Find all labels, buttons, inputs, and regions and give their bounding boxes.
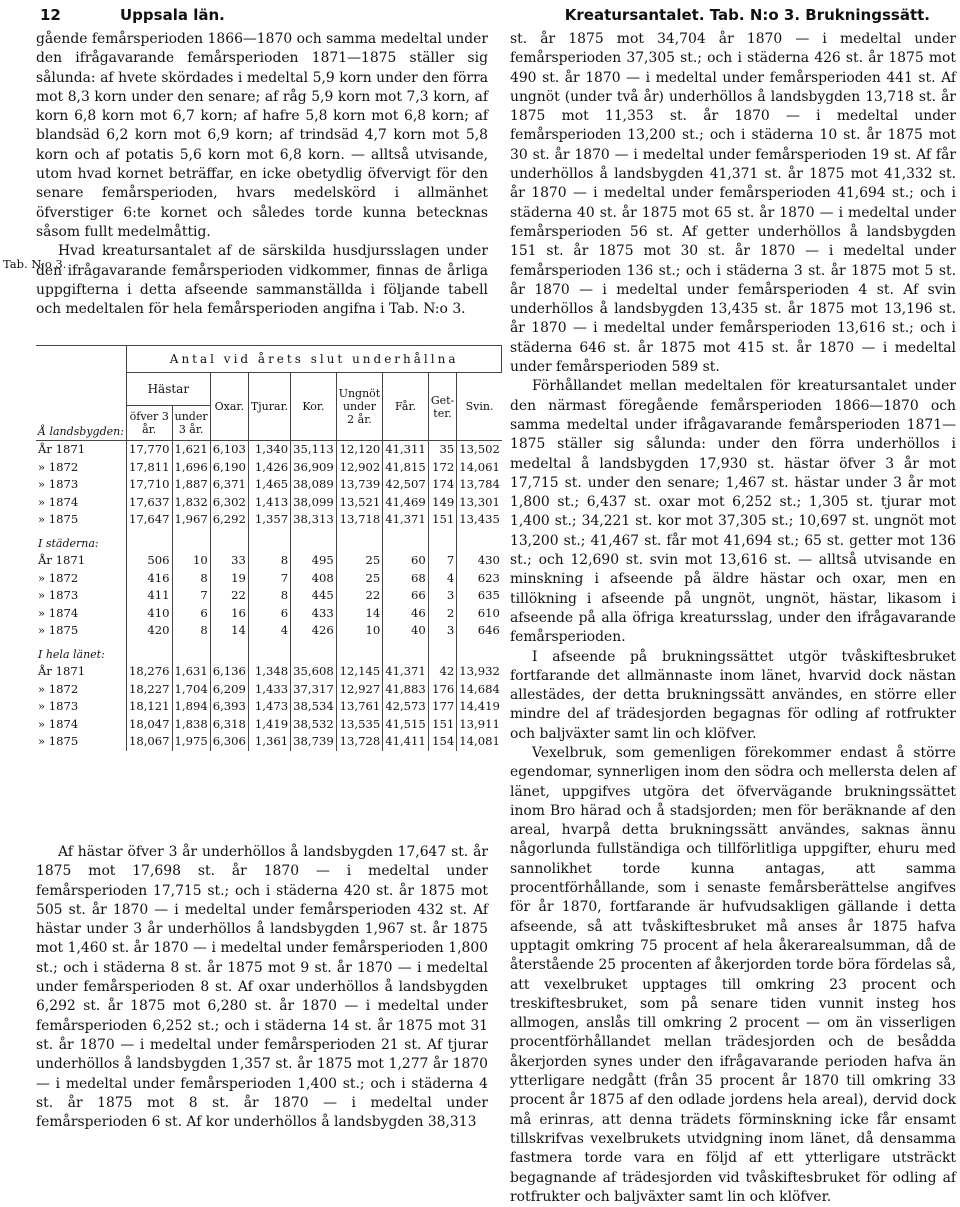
table-cell: 40 [383,622,429,640]
table-cell: 1,348 [248,663,290,681]
left-lower-column [36,843,488,1132]
table-cell: 12,902 [336,459,383,477]
table-row [36,663,502,681]
table-cell: 1,340 [248,441,290,459]
table-cell: 1,894 [172,698,210,716]
table-cell: 41,515 [383,716,429,734]
table-cell: 60 [383,552,429,570]
table-cell: 172 [428,459,456,477]
livestock-table [36,345,502,751]
table-cell: 3 [428,587,456,605]
table-cell: 177 [428,698,456,716]
table-cell: 38,313 [291,511,337,529]
table-cell: 1,696 [172,459,210,477]
table-row [36,605,502,623]
left-intro-column [36,30,488,319]
table-cell: 495 [291,552,337,570]
table-cell: 33 [210,552,248,570]
table-cell: 46 [383,605,429,623]
table-cell: 37,317 [291,681,337,699]
col-kor: Kor. [291,373,337,441]
table-cell: 12,120 [336,441,383,459]
table-margin-label: Tab. N:o 3. [3,257,67,271]
table-cell: 7 [172,587,210,605]
table-cell: 17,710 [126,476,172,494]
table-cell: 41,469 [383,494,429,512]
table-cell: 506 [126,552,172,570]
table-cell: 12,927 [336,681,383,699]
table-cell: 13,502 [459,442,500,456]
table-cell: 25 [336,552,383,570]
table-cell: 1,357 [248,511,290,529]
row-year: År 1871 [36,663,126,681]
table-cell: 17,647 [126,511,172,529]
table-cell: 13,932 [459,664,500,678]
table-row [36,622,502,640]
section-towns [36,552,502,640]
row-year: » 1873 [36,476,126,494]
table-cell: 14,061 [459,459,500,474]
table-cell: 8 [172,570,210,588]
table-cell: 6,306 [210,733,248,751]
table-cell: 6 [172,605,210,623]
table-cell: 17,637 [126,494,172,512]
col-svin: Svin. [457,373,502,441]
table-cell: 10 [336,622,383,640]
table-cell: 66 [383,587,429,605]
table-cell: 42,507 [383,476,429,494]
row-year: » 1874 [36,716,126,734]
right-paragraph-2: Förhållandet mellan medeltalen för kreatursantalet under den närmast föregående femårsperioden 1866—1870 och samma medeltal under ifrågavarande femårsperioden 1871—1875 ställer sig sålunda: under den förra underhöllos i medeltal å landsbygden 17,930 st. hästar öfver 3 år mot 17,715 st. under den senare; 1,467 st. hästar under 3 år mot 1,800 st.; 6,437 st. oxar mot 6,252 st.; 1,305 st. tjurar mot 1,400 st.; 34,221 st. kor mot 37,305 st.; 10,697 st. ungnöt mot 13,200 st.; 41,467 st. får mot 41,694 st.; 65 st. getter mot 136 st.; och 12,690 st. svin mot 13,616 st. — alltså utvisande en minskning i afseende på äldre hästar och oxar, men en tillökning i afseende på ungnöt, ungnöt, hästar, likasom i afseende på alla öfriga kreatursslag, under den ifrågavarande femårsperioden. [510,378,956,646]
table-cell: 176 [428,681,456,699]
row-year: » 1872 [36,681,126,699]
section-label-towns: I städerna: [36,529,126,553]
table-cell: 13,728 [336,733,383,751]
left-after-table-paragraph: Af hästar öfver 3 år underhöllos å landsbygden 17,647 st. år 1875 mot 17,698 st. år 1870 — i medeltal under femårsperioden 17,715 st.; och i städerna 420 st. år 1875 mot 505 st. år 1870 — i medeltal under femårsperioden 432 st. Af hästar under 3 år underhöllos å landsbygden 1,967 st. år 1875 mot 1,460 st. år 1870 — i medeltal under femårsperioden 1,800 st.; och i städerna 8 st. år 1875 mot 9 st. år 1870 — i medeltal under femårsperioden 8 st. Af oxar underhöllos å landsbygden 6,292 st. år 1875 mot 6,280 st. år 1870 — i medeltal under femårsperioden 6,252 st.; och i städerna 14 st. år 1875 mot 31 st. år 1870 — i medeltal under femårsperioden 21 st. Af tjurar underhöllos å landsbygden 1,357 st. år 1875 mot 1,277 år 1870 — i medeltal under femårsperioden 1,400 st.; och i städerna 4 st. år 1875 mot 8 st. år 1870 — i medeltal under femårsperioden 6 st. Af kor underhöllos å landsbygden 38,313 [36,844,488,1131]
table-cell: 42 [428,663,456,681]
col-ungnot: Ungnöt under 2 år. [336,373,383,441]
table-cell: 12,145 [336,663,383,681]
table-cell: 14 [210,622,248,640]
table-cell: 6,136 [210,663,248,681]
left-paragraph-2: Hvad kreatursantalet af de särskilda husdjursslagen under den ifrågavarande femårsperioden vidkommer, finnas de årliga uppgifterna i detta afseende sammanställda i följande tabell och medeltalen för hela femårsperioden angifna i Tab. N:o 3. [36,243,488,318]
table-row [36,511,502,529]
table-cell: 13,761 [336,698,383,716]
table-cell: 1,473 [248,698,290,716]
table-cell: 635 [477,588,500,602]
table-cell: 35,113 [291,441,337,459]
right-column [510,30,956,1207]
right-paragraph-3: I afseende på brukningssättet utgör tvåskiftesbruket fortfarande det allmännaste inom länet, hvarvid dock nästan allestädes, der detta brukningssätt användes, en större eller mindre del af trädesjorden begagnas för odling af rotfrukter och baljväxter samt lin och klöfver. [510,648,956,742]
row-year: » 1875 [36,622,126,640]
table-cell: 1,361 [248,733,290,751]
table-cell: 13,784 [459,477,500,491]
table-cell: 420 [126,622,172,640]
col-tjurar: Tjurar. [248,373,290,441]
table-row [36,459,502,477]
page-number: 12 [40,6,61,24]
table-cell: 445 [291,587,337,605]
table-cell: 6,302 [210,494,248,512]
left-running-title: Uppsala län. [120,6,225,24]
table-cell: 154 [428,733,456,751]
table-cell: 1,704 [172,681,210,699]
table-cell: 14 [336,605,383,623]
table-cell: 8 [248,552,290,570]
table-cell: 8 [172,622,210,640]
table-cell: 25 [336,570,383,588]
table-cell: 4 [428,570,456,588]
table-cell: 18,121 [126,698,172,716]
table-row [36,570,502,588]
table-cell: 17,770 [126,441,172,459]
section-whole-county [36,663,502,751]
table-cell: 623 [477,570,500,585]
table-cell: 6,318 [210,716,248,734]
row-year: År 1871 [36,552,126,570]
table-row [36,587,502,605]
table-cell: 13,535 [336,716,383,734]
table-cell: 68 [383,570,429,588]
table-cell: 14,684 [459,681,500,696]
table-cell: 18,047 [126,716,172,734]
row-year: » 1872 [36,570,126,588]
row-year: » 1873 [36,587,126,605]
table-cell: 18,067 [126,733,172,751]
table-cell: 41,371 [383,511,429,529]
table-row [36,716,502,734]
table-cell: 3 [428,622,456,640]
table-cell: 41,883 [383,681,429,699]
table-cell: 426 [291,622,337,640]
table-cell: 410 [126,605,172,623]
table-cell: 416 [126,570,172,588]
col-oxar: Oxar. [210,373,248,441]
table-cell: 6,393 [210,698,248,716]
table-cell: 36,909 [291,459,337,477]
table-cell: 38,099 [291,494,337,512]
table-cell: 433 [291,605,337,623]
table-cell: 35 [428,441,456,459]
table-cell: 1,465 [248,476,290,494]
table-cell: 1,887 [172,476,210,494]
table-title: Antal vid årets slut underhållna [126,346,501,373]
table-cell: 1,631 [172,663,210,681]
table-cell: 38,534 [291,698,337,716]
table-cell: 13,301 [459,494,500,509]
table-cell: 1,426 [248,459,290,477]
section-countryside [36,441,502,529]
table-cell: 42,573 [383,698,429,716]
table-row [36,494,502,512]
table-cell: 6,371 [210,476,248,494]
table-cell: 2 [428,605,456,623]
table-cell: 8 [248,587,290,605]
table-cell: 13,911 [459,716,500,731]
table-cell: 1,621 [172,441,210,459]
col-hastar-ofver: öfver 3 år. [126,406,172,441]
table-cell: 6,190 [210,459,248,477]
table-cell: 41,311 [383,441,429,459]
row-year: » 1873 [36,698,126,716]
table-cell: 13,521 [336,494,383,512]
table-cell: 41,371 [383,663,429,681]
table-cell: 408 [291,570,337,588]
col-group-hastar: Hästar [126,373,210,406]
table-row [36,552,502,570]
row-year: » 1875 [36,511,126,529]
table-cell: 1,967 [172,511,210,529]
table-row [36,733,502,751]
table-cell: 38,089 [291,476,337,494]
table-cell: 18,276 [126,663,172,681]
running-header [0,6,960,26]
table-cell: 14,081 [459,734,500,748]
table-cell: 151 [428,511,456,529]
table-cell: 14,419 [459,699,500,713]
col-far: Får. [383,373,429,441]
table-cell: 646 [477,623,500,637]
row-year: » 1874 [36,605,126,623]
table-row [36,698,502,716]
left-paragraph-1: gående femårsperioden 1866—1870 och samma medeltal under den ifrågavarande femårsperioden 1871—1875 ställer sig sålunda: af hvete skördades i medeltal 5,9 korn under den förra mot 8,3 korn under den senare; af råg 5,9 korn mot 7,3 korn, af korn 6,8 korn mot 6,7 korn; af hafre 5,8 korn mot 6,8 korn; af blandsäd 6,2 korn mot 6,9 korn; af trindsäd 4,7 korn mot 5,8 korn och af potatis 5,6 korn mot 6,8 korn. — alltså utvisande, utom hvad kornet beträffar, en icke obetydlig öfvervigt för den senare femårsperioden, hvars medelskörd i allmänhet öfverstiger 6:te kornet och således torde kunna betecknas såsom fullt medelmåttig. [36,31,488,240]
table-cell: 10 [172,552,210,570]
right-running-title: Kreatursantalet. Tab. N:o 3. Brukningssätt. [564,6,930,24]
row-year: » 1872 [36,459,126,477]
table-cell: 22 [210,587,248,605]
table-row [36,441,502,459]
table-row [36,681,502,699]
table-cell: 1,838 [172,716,210,734]
table-cell: 7 [428,552,456,570]
table-cell: 6,292 [210,511,248,529]
table-cell: 17,811 [126,459,172,477]
right-paragraph-4: Vexelbruk, som gemenligen förekommer endast å större egendomar, synnerligen inom den södra och mellersta delen af länet, uppgifves utgöra det öfvervägande brukningssättet inom Bro härad och å stadsjorden; men för beräknande af den areal, hvarpå detta brukningssätt användes, saknas ännu någorlunda fullständiga och tillförlitliga uppgifter, ehuru med sannolikhet torde kunna antagas, att samma procentförhållande, som i senaste femårsberättelse angifves för år 1870, fortfarande är hufvudsakligen gällande i detta afseende, så att tvåskiftesbruket må anses år 1875 hafva upptagit omkring 75 procent af hela åkerarealsumman, då de återstående 25 procenten af åkerjorden torde böra fördelas så, att vexelbruket upptages till omkring 23 procent och treskiftesbruket, som på senare tiden vunnit insteg hos allmogen, anslås till omkring 2 procent — om än visserligen procentförhållandet mellan trädesjorden och de besådda åkerjorden synes under den ifrågavarande perioden hafva än ytterligare nedgått (från 35 procent år 1870 till omkring 33 procent år 1875 af den odlade jordens hela areal), dervid dock må erinras, att denna trädets förminskning icke får ensamt tillskrifvas vexelbrukets utvidgning inom länet, då densamma fastmera torde vara en följd af ett ytterligare utsträckt begagnande af trädesjorden vid tvåskiftesbruket för odling af rotfrukter och baljväxter samt lin och klöfver. [510,744,956,1205]
row-year: År 1871 [36,441,126,459]
table-cell: 13,718 [336,511,383,529]
right-paragraph-1: st. år 1875 mot 34,704 år 1870 — i medeltal under femårsperioden 37,305 st.; och i städerna 426 st. år 1875 mot 490 st. år 1870 — i medeltal under femårsperioden 441 st. Af ungnöt (under två år) underhöllos å landsbygden 13,718 st. år 1875 mot 11,353 st. år 1870 — i medeltal under femårsperioden 13,200 st.; och i städerna 10 st. år 1875 mot 30 st. år 1870 — i medeltal under femårsperioden 19 st. Af får underhöllos å landsbygden 41,371 st. år 1875 mot 41,332 st. år 1870 — i medeltal under femårsperioden 41,694 st.; och i städerna 40 st. år 1875 mot 65 st. år 1870 — i medeltal under femårsperioden 56 st. Af getter underhöllos å landsbygden 151 st. år 1875 mot 30 st. år 1870 — i medeltal under femårsperioden 136 st.; och i städerna 3 st. år 1875 mot 5 st. år 1870 — i medeltal under femårsperioden 4 st. Af svin underhöllos å landsbygden 13,435 st. år 1875 mot 13,196 st. år 1870 — i medeltal under femårsperioden 13,616 st.; och i städerna 646 st. år 1875 mot 415 st. år 1870 — i medeltal under femårsperioden 589 st. [510,31,956,376]
table-cell: 7 [248,570,290,588]
table-cell: 38,532 [291,716,337,734]
table-cell: 1,413 [248,494,290,512]
table-cell: 430 [477,553,500,567]
table-cell: 610 [477,605,500,620]
table-cell: 6,103 [210,441,248,459]
table-cell: 1,832 [172,494,210,512]
table-cell: 22 [336,587,383,605]
table-cell: 18,227 [126,681,172,699]
col-hastar-under: under 3 år. [172,406,210,441]
table-cell: 6 [248,605,290,623]
section-label-whole-county: I hela länet: [36,640,126,664]
col-getter: Get-ter. [428,373,456,441]
row-year: » 1874 [36,494,126,512]
table-cell: 4 [248,622,290,640]
livestock-table-wrap [36,345,500,835]
table-cell: 1,975 [172,733,210,751]
table-cell: 16 [210,605,248,623]
table-cell: 13,435 [459,512,500,526]
table-cell: 41,411 [383,733,429,751]
table-cell: 41,815 [383,459,429,477]
table-cell: 1,419 [248,716,290,734]
table-cell: 411 [126,587,172,605]
table-cell: 38,739 [291,733,337,751]
table-cell: 151 [428,716,456,734]
table-cell: 13,739 [336,476,383,494]
table-cell: 35,608 [291,663,337,681]
table-cell: 149 [428,494,456,512]
table-cell: 19 [210,570,248,588]
table-cell: 6,209 [210,681,248,699]
section-label-countryside: Å landsbygden: [36,346,126,441]
row-year: » 1875 [36,733,126,751]
table-cell: 174 [428,476,456,494]
table-cell: 1,433 [248,681,290,699]
table-row [36,476,502,494]
